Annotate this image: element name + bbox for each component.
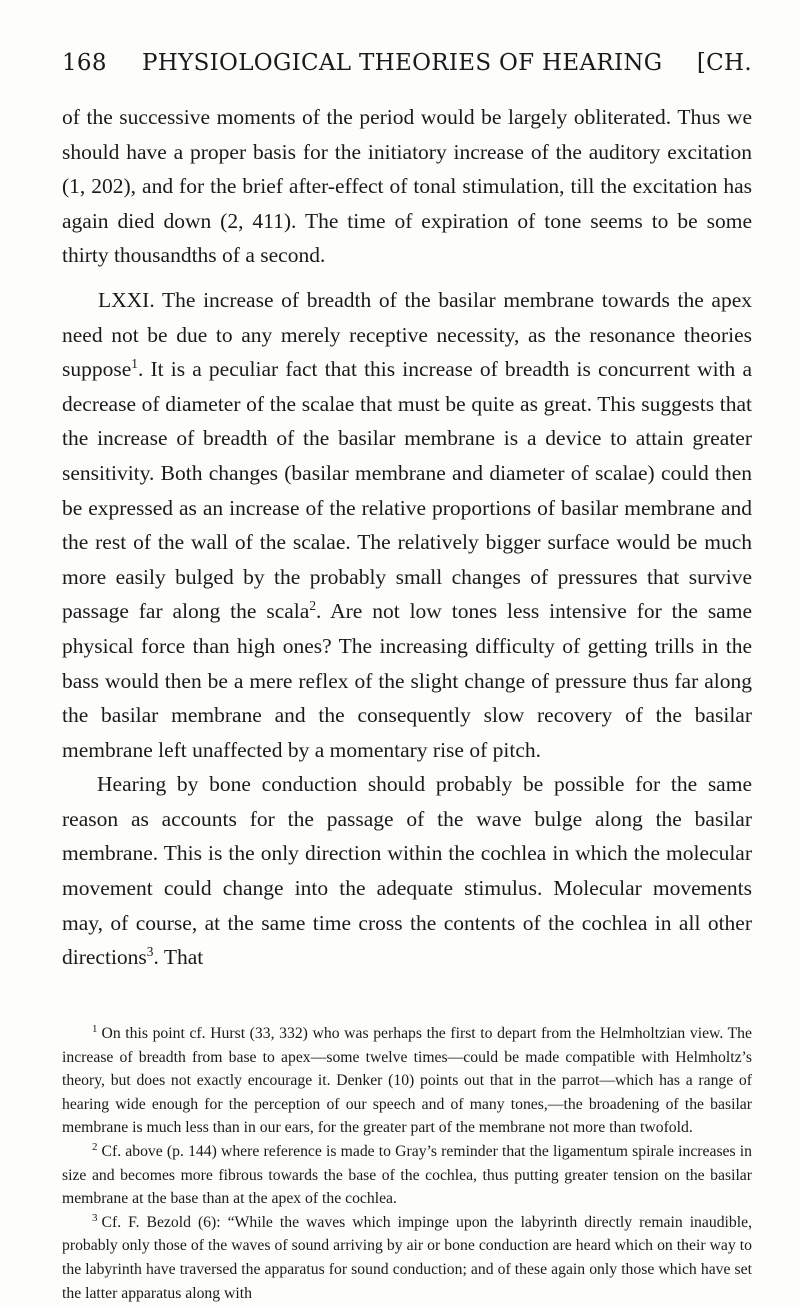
main-text <box>62 100 752 975</box>
bone-conduction-paragraph <box>62 767 752 975</box>
paragraph-text: . It is a peculiar fact that this increase of breadth is concurrent with a decrease of diameter of the scalae that must be quite as great. This suggests that the increase of breadth of the basilar membrane is a device to attain greater sensitivity. Both changes (basilar membrane and diameter of scalae) could then be expressed as an increase of the relative proportions of basilar membrane and the rest of the wall of the scalae. The relatively bigger surface would be much more easily bulged by the probably small changes of pressures that survive passage far along the scala <box>62 357 752 624</box>
paragraph-text: Hearing by bone conduction should probably be possible for the same reason as accounts for the passage of the wave bulge along the basilar membrane. This is the only direction within the cochlea in which the molecular movement could change into the adequate stimulus. Molecular movements may, of course, at the same time cross the contents of the cochlea in all other directions <box>62 772 752 970</box>
paragraph-continued: of the successive moments of the period would be largely obliterated. Thus we should have a proper basis for the initiatory increase of the auditory excitation (1, 202), and for the brief after-effect of tonal stimulation, till the excitation has again died down (2, 411). The time of expiration of tone seems to be some thirty thousandths of a second. <box>62 105 752 268</box>
footnote-number: 3 <box>92 1211 98 1224</box>
footnote-number: 1 <box>92 1022 98 1035</box>
paragraph-text: LXXI. The increase of breadth of the basilar membrane towards the apex need not be due to any merely receptive necessity, as the resonance theories suppose <box>62 287 752 382</box>
running-title: PHYSIOLOGICAL THEORIES OF HEARING <box>142 50 663 76</box>
footnote-text: Cf. F. Bezold (6): “While the waves which impinge upon the labyrinth directly remain inaudible, probably only those of the waves of sound arriving by air or bone conduction are heard which on their way to the labyrinth have traversed the apparatus for sound conduction; and of these again only those which have set the latter apparatus along with <box>62 1213 752 1302</box>
footnotes <box>62 1022 752 1305</box>
chapter-marker: [CH. <box>696 50 752 76</box>
page-number: 168 <box>62 50 107 76</box>
footnote-number: 2 <box>92 1140 98 1153</box>
footnote-text: Cf. above (p. 144) where reference is made to Gray’s reminder that the ligamentum spirale increases in size and becomes more fibrous towards the base of the cochlea, thus putting greater tension on the basilar membrane at the base than at the apex of the cochlea. <box>62 1142 752 1208</box>
footnote <box>62 1140 752 1211</box>
footnote-ref-1: 1 <box>131 356 138 371</box>
paragraph-text: . That <box>153 945 204 970</box>
footnote-text: On this point cf. Hurst (33, 332) who was perhaps the first to depart from the Helmholtzian view. The increase of breadth from base to apex—some twelve times—could be made compatible with Helmholtz’s theory, but does not exactly encourage it. Denker (10) points out that in the parrot—which has a range of hearing wide enough for the perception of our speech and of many tones,—the broadening of the basilar membrane is much less than in our ears, for the greater part of the membrane not more than twofold. <box>62 1025 752 1137</box>
footnote <box>62 1022 752 1140</box>
footnote-ref-2: 2 <box>309 598 316 614</box>
paragraph-text: . Are not low tones less intensive for the same physical force than high ones? The increasing difficulty of getting trills in the bass would then be a mere reflex of the slight change of pressure thus far along the basilar membrane and the consequently slow recovery of the basilar membrane left unaffected by a momentary rise of pitch. <box>62 599 752 762</box>
footnote <box>62 1211 752 1305</box>
footnote-ref-3: 3 <box>146 944 154 960</box>
section-lxxi-paragraph <box>62 283 752 767</box>
